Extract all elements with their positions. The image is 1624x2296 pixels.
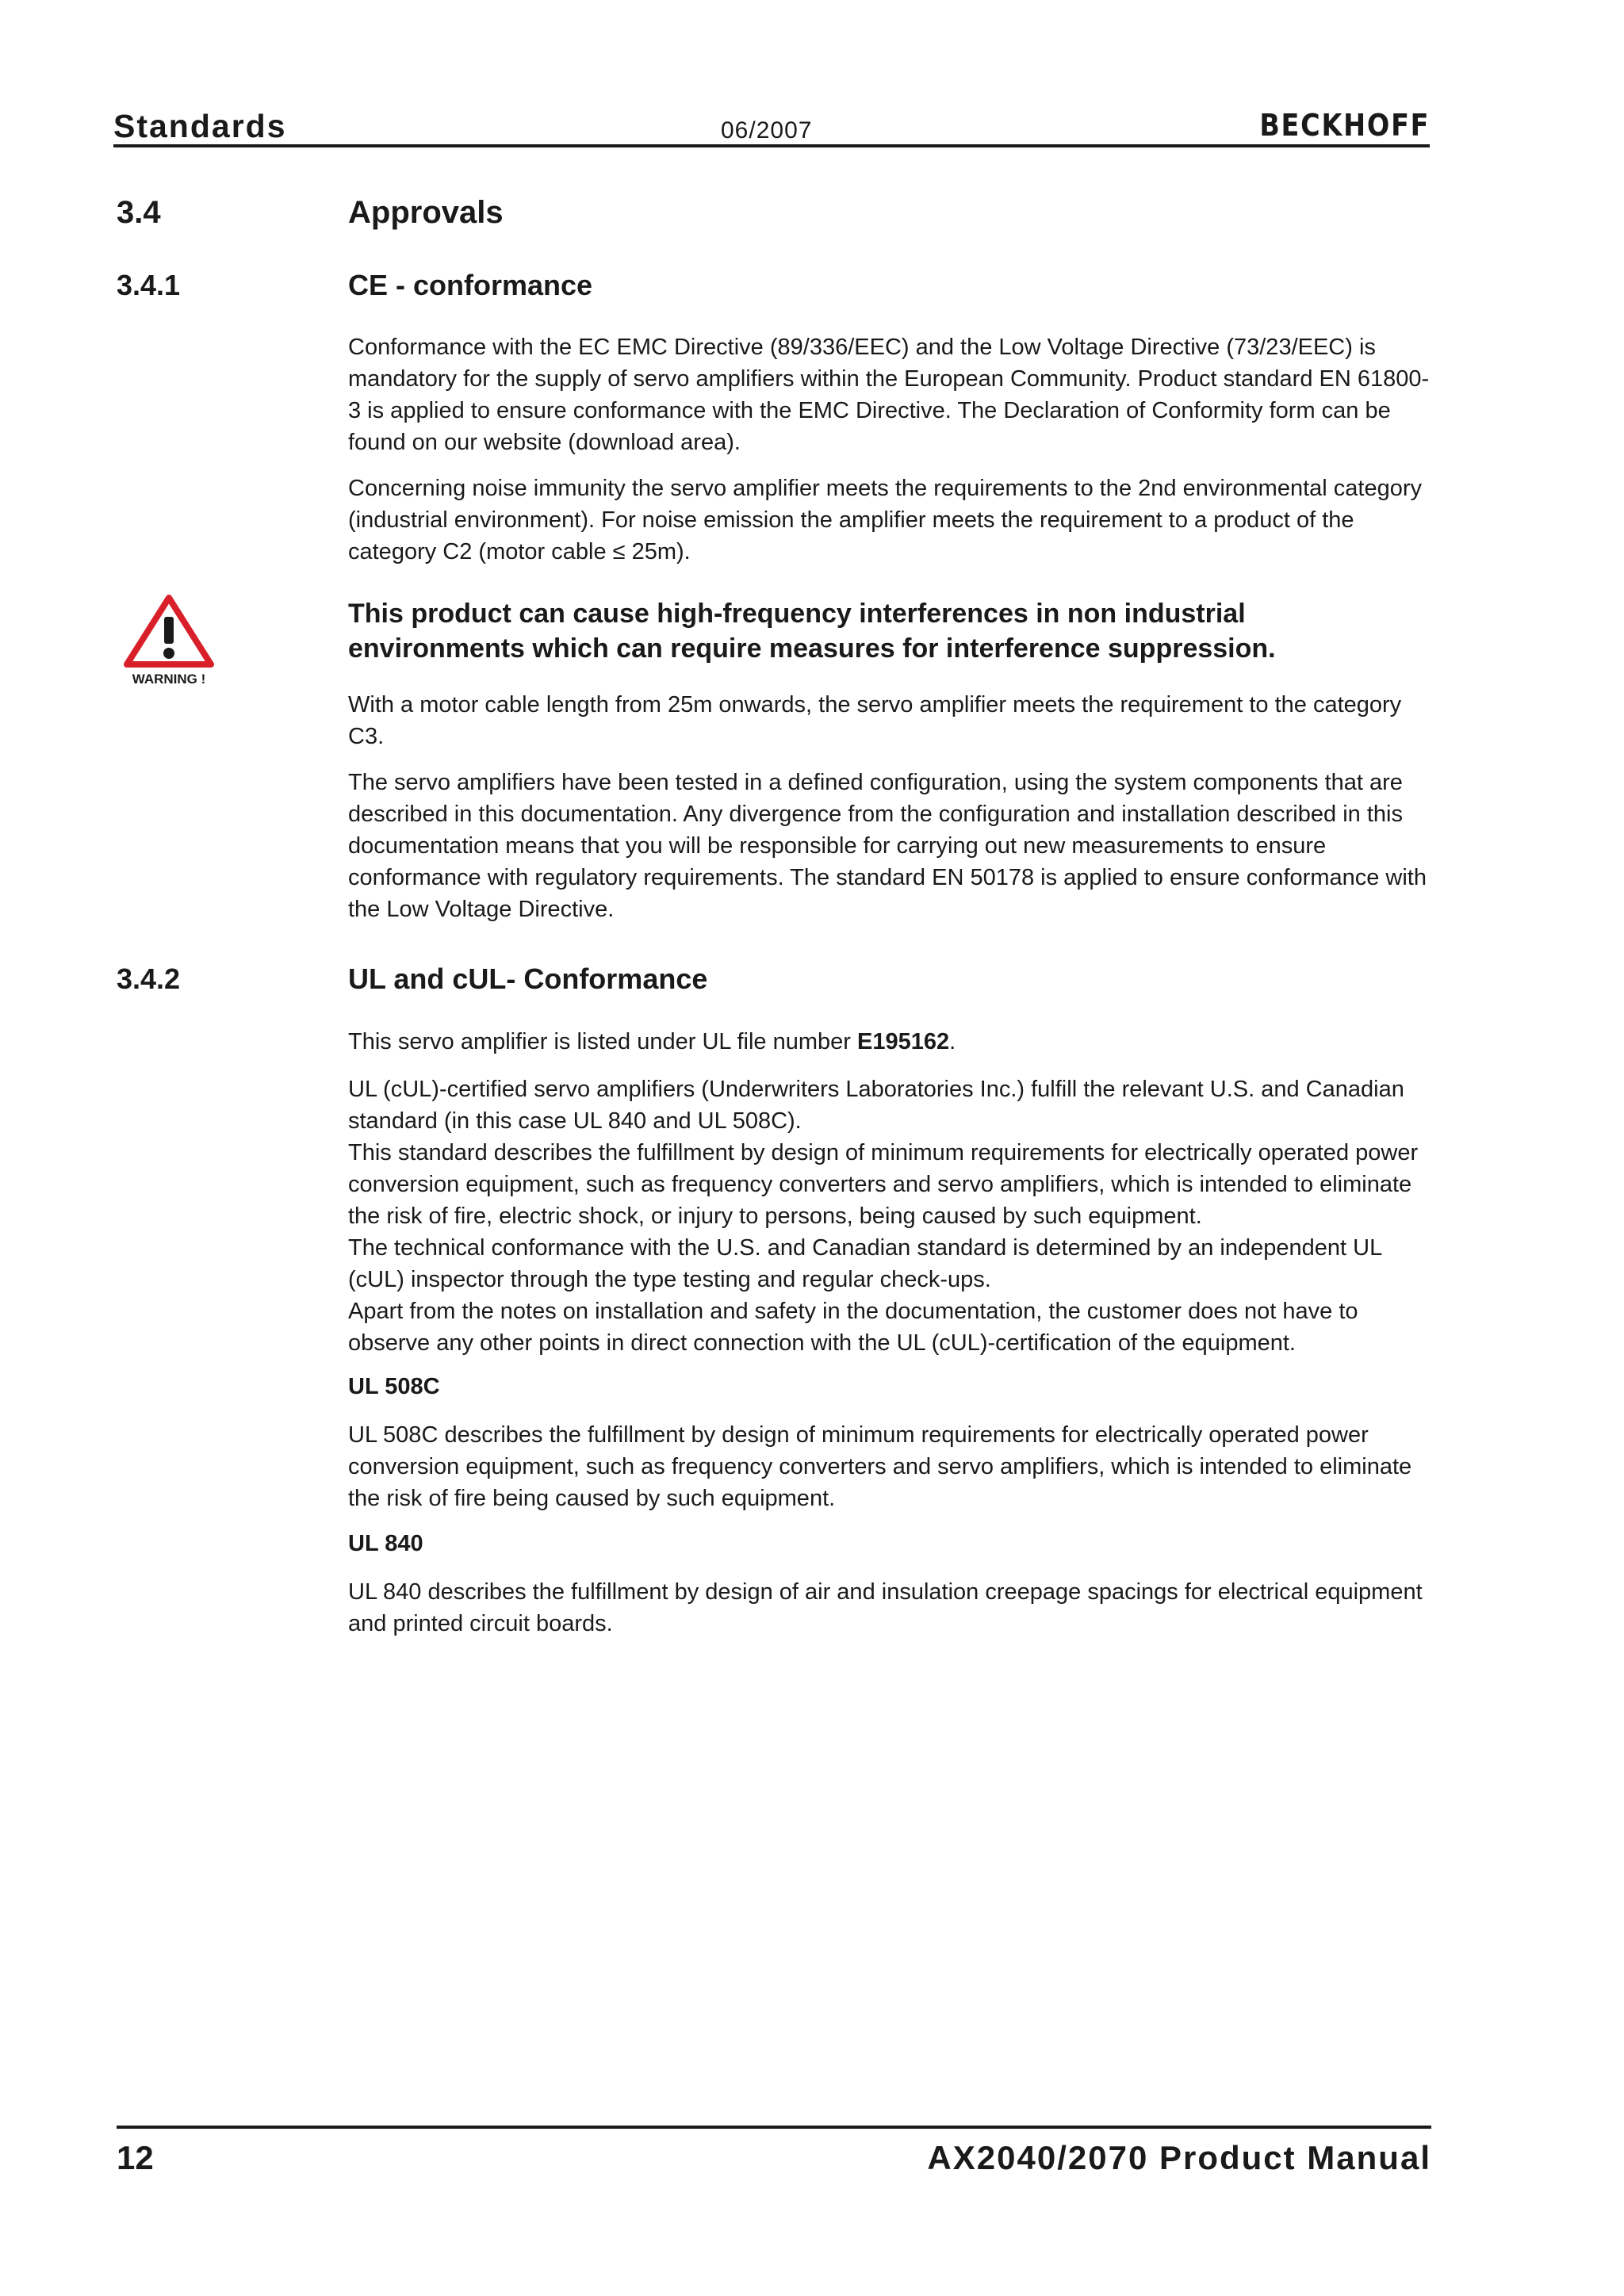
warning-icon-label: WARNING ! (132, 672, 206, 687)
ul-listed-paragraph: This servo amplifier is listed under UL file number E195162. (348, 1029, 956, 1054)
section-number-3-4-1: 3.4.1 (117, 269, 181, 301)
ul-840-paragraph: UL 840 describes the fulfillment by design of air and insulation creepage spacings for electrical equipment and printed circuit boards. (348, 1579, 1423, 1636)
ul-508c-paragraph: UL 508C describes the fulfillment by design of minimum requirements for electrically operated power conversion equipment, such as frequency converters and servo amplifiers, which is intended to eliminate the risk of fire being caused by such equipment. (348, 1422, 1412, 1511)
section-number-3-4: 3.4 (117, 195, 161, 230)
page-header (113, 108, 1430, 147)
manual-title: AX2040/2070 Product Manual (927, 2139, 1431, 2176)
ul-file-number: E195162 (857, 1029, 950, 1054)
ce-paragraph-1: Conformance with the EC EMC Directive (89/336/EEC) and the Low Voltage Directive (73/23/EEC) is mandatory for the supply of servo amplifiers within the European Community. Product standard EN 61800-3 is applied to ensure conformance with the EMC Directive. The Declaration of Conformity form can be found on our website (download area). (348, 335, 1430, 455)
ul-paragraph-2: UL (cUL)-certified servo amplifiers (Underwriters Laboratories Inc.) fulfill the relevant U.S. and Canadian standard (in this case UL 840 and UL 508C). This standard describes the fulfillment by design of minimum requirements for electrically operated power conversion equipment, such as frequency converters and servo amplifiers, which is intended to eliminate the risk of fire, electric shock, or injury to persons, being caused by such equipment. The technical conformance with the U.S. and Canadian standard is determined by an independent UL (cUL) inspector through the type testing and regular check-ups. Apart from the notes on installation and safety in the documentation, the customer does not have to observe any other points in direct connection with the UL (cUL)-certification of the equipment. (348, 1077, 1419, 1356)
warning-triangle-icon (121, 593, 216, 690)
ce-paragraph-4: The servo amplifiers have been tested in a defined configuration, using the system components that are described in this documentation. Any divergence from the configuration and installation described in this documentation means that you will be responsible for carrying out new measurements to ensure conformance with regulatory requirements. The standard EN 50178 is applied to ensure conformance with the Low Voltage Directive. (348, 770, 1427, 922)
ce-paragraph-2: Concerning noise immunity the servo amplifier meets the requirements to the 2nd environmental category (industrial environment). For noise emission the amplifier meets the requirement to a product of the category C2 (motor cable ≤ 25m). (348, 476, 1423, 564)
page-number: 12 (117, 2139, 154, 2176)
warning-text: This product can cause high-frequency interferences in non industrial environments which can require measures for interference suppression. (348, 599, 1276, 664)
section-number-3-4-2: 3.4.2 (117, 962, 181, 995)
brand-logo: BECKHOFF (1259, 108, 1430, 143)
footer-divider (117, 2126, 1431, 2129)
ul-840-heading: UL 840 (348, 1531, 423, 1556)
header-date: 06/2007 (721, 117, 813, 144)
section-title-ul-cul-conformance: UL and cUL- Conformance (348, 962, 708, 995)
section-title-ce-conformance: CE - conformance (348, 269, 593, 301)
ul-508c-heading: UL 508C (348, 1374, 440, 1399)
header-section-label: Standards (113, 108, 287, 144)
ce-paragraph-3: With a motor cable length from 25m onwards, the servo amplifier meets the requirement to the category C3. (348, 692, 1402, 749)
section-title-approvals: Approvals (348, 195, 504, 230)
